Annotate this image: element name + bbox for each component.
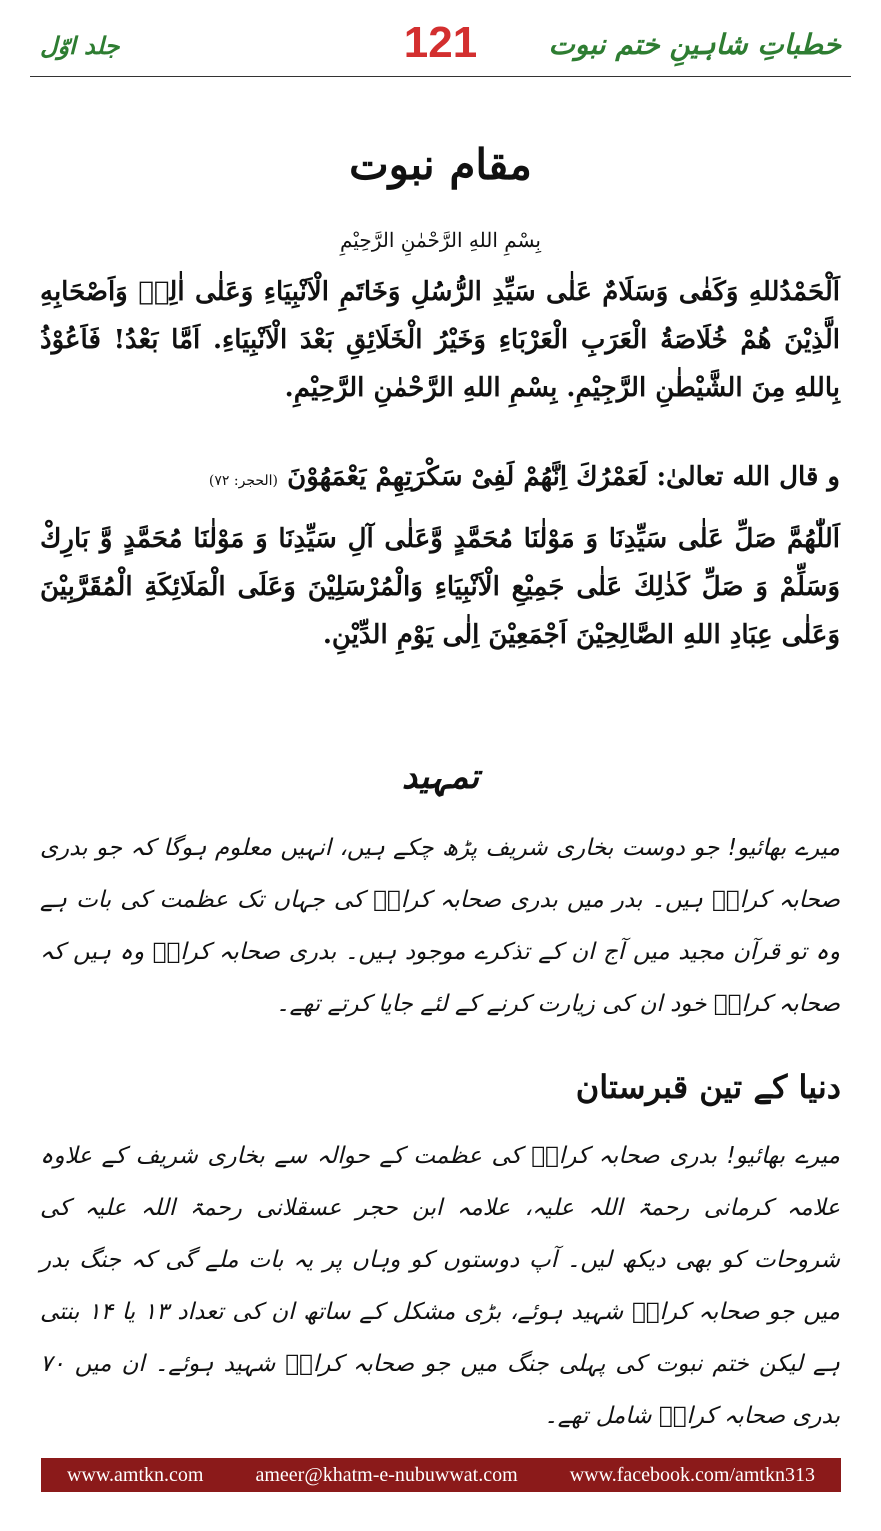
- salawat: اَللّٰهُمَّ صَلِّ عَلٰى سَيِّدِنَا وَ مَوْلٰنَا مُحَمَّدٍ وَّعَلٰى آلِ سَيِّدِنَا وَ مَوْلٰنَا مُحَمَّدٍ وَّ بَارِكْ وَسَلِّمْ وَ صَلِّ كَذٰلِكَ عَلٰى جَمِيْعِ الْاَنْبِيَاءِ وَالْمُرْسَلِيْنَ وَعَلَى الْمَلَائِكَةِ الْمُقَرَّبِيْنَ وَعَلٰى عِبَادِ اللهِ الصَّالِحِيْنَ اَجْمَعِيْنَ اِلٰى يَوْمِ الدِّيْنِ.: [40, 524, 840, 650]
- header-divider: [30, 76, 851, 77]
- page-title: مقام نبوت: [349, 140, 532, 189]
- footer-email[interactable]: ameer@khatm-e-nubuwwat.com: [255, 1463, 518, 1486]
- volume-label: جلد اوّل: [40, 32, 120, 60]
- section-body-tamheed: میرے بھائیو! جو دوست بخاری شریف پڑھ چکے ہیں، انہیں معلوم ہوگا کہ جو بدری صحابہ کرامؓ ہیں۔ بدر میں بدری صحابہ کرامؓ کی جہاں تک عظمت کی بات ہے وہ تو قرآن مجید میں آج ان کے تذکرے موجود ہیں۔ بدری صحابہ کرامؓ وہ ہیں کہ صحابہ کرامؓ خود ان کی زیارت کرنے کے لئے جایا کرتے تھے۔: [40, 835, 840, 1017]
- quote-reference: (الحجر: ۷۲): [208, 473, 279, 489]
- bismillah: بِسْمِ اللهِ الرَّحْمٰنِ الرَّحِیْمِ: [339, 228, 541, 252]
- page-number: 121: [403, 18, 478, 67]
- section-heading-graveyards: دنیا کے تین قبرستان: [575, 1068, 841, 1106]
- footer-facebook[interactable]: www.facebook.com/amtkn313: [569, 1463, 815, 1486]
- section-body-graveyards: میرے بھائیو! بدری صحابہ کرامؓ کی عظمت کے حوالہ سے بخاری شریف کے علاوہ علامہ کرمانی رحمۃ اللہ علیہ، علامہ ابن حجر عسقلانی رحمۃ اللہ علیہ کی شروحات کو بھی دیکھ لیں۔ آپ دوستوں کو وہاں پر یہ بات ملے گی کہ جنگ بدر میں جو صحابہ کرامؓ شہید ہوئے، بڑی مشکل کے ساتھ ان کی تعداد ۱۳ یا ۱۴ بنتی ہے لیکن ختم نبوت کی پہلی جنگ میں جو صحابہ کرامؓ شہید ہوئے۔ ان میں ۷۰ بدری صحابہ کرامؓ شامل تھے۔: [40, 1143, 840, 1429]
- section-heading-tamheed: تمہید: [401, 757, 480, 797]
- page-header: [0, 18, 881, 78]
- footer-website[interactable]: www.amtkn.com: [67, 1463, 204, 1486]
- opening-khutbah: اَلْحَمْدُللهِ وَكَفٰى وَسَلَامٌ عَلٰى سَيِّدِ الرُّسُلِ وَخَاتَمِ الْاَنْبِيَاءِ وَعَلٰى اٰلِهٖ وَاَصْحَابِهِ الَّذِيْنَ هُمْ خُلَاصَةُ الْعَرَبِ الْعَرْبَاءِ وَخَيْرُ الْخَلَائِقِ بَعْدَ الْاَنْبِيَاءِ. اَمَّا بَعْدُ! فَاَعُوْذُ بِاللهِ مِنَ الشَّيْطٰنِ الرَّجِيْمِ. بِسْمِ اللهِ الرَّحْمٰنِ الرَّحِيْمِ.: [40, 277, 840, 403]
- footer-bar: [41, 1458, 841, 1492]
- quote-text: و قال الله تعالیٰ: لَعَمْرُكَ اِنَّهُمْ لَفِیْ سَكْرَتِهِمْ يَعْمَهُوْنَ: [287, 462, 840, 492]
- quran-quote: [40, 462, 840, 492]
- book-title: خطباتِ شاہینِ ختم نبوت: [548, 28, 841, 61]
